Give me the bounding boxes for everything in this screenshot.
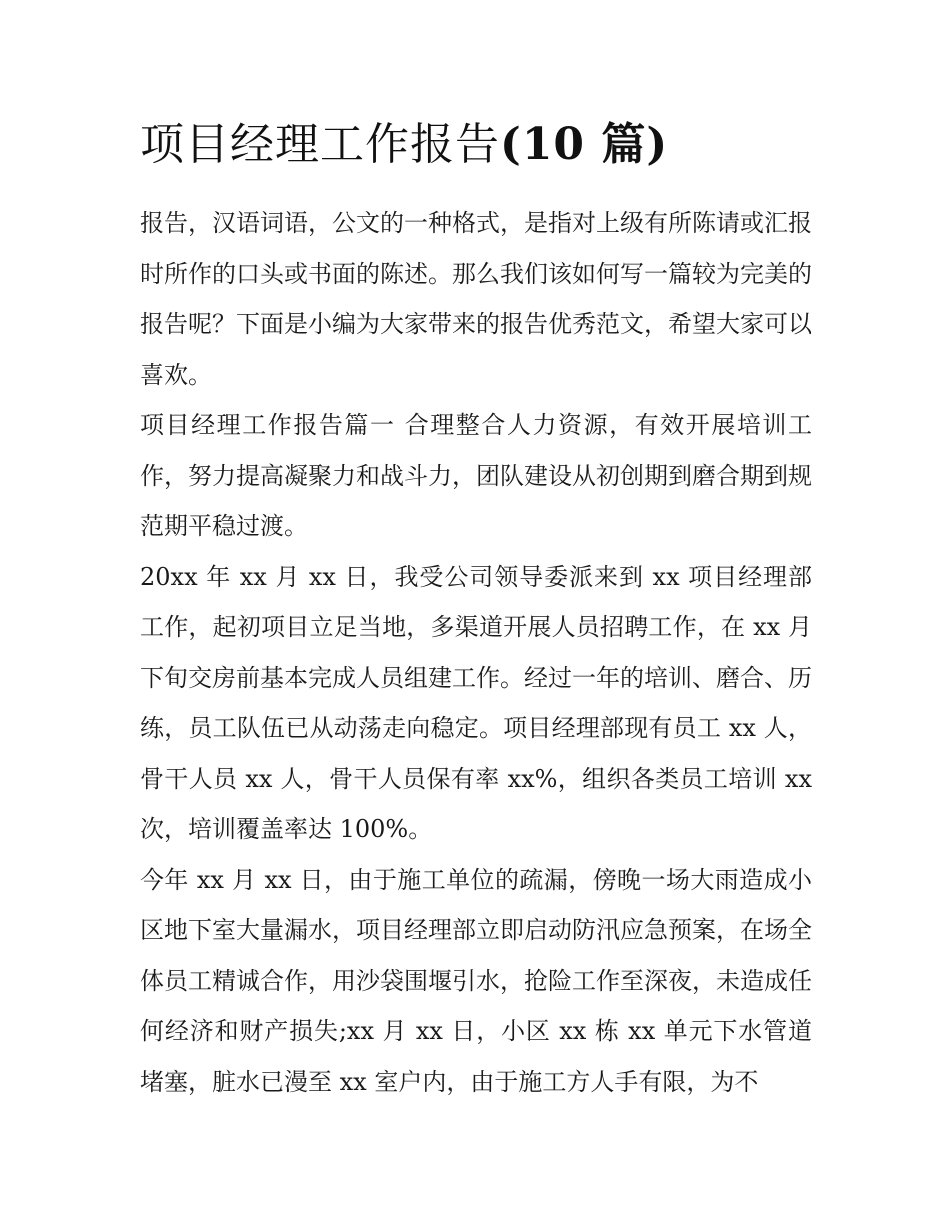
paragraph-section-one: 项目经理工作报告篇一 合理整合人力资源，有效开展培训工作，努力提高凝聚力和战斗力，团队建设从初创期到磨合期到规范期平稳过渡。 [140,411,812,540]
paragraph-emergency: 今年 xx 月 xx 日，由于施工单位的疏漏，傍晚一场大雨造成小区地下室大量漏水，项目经理部立即启动防汛应急预案，在场全体员工精诚合作，用沙袋围堰引水，抢险工作至深夜，未造成任何经济和财产损失;xx 月 xx 日，小区 xx 栋 xx 单元下水管道堵塞，脏水已漫至 xx 室户内，由于施工方人手有限，为不 [140,865,812,1096]
paragraph-intro: 报告，汉语词语，公文的一种格式，是指对上级有所陈请或汇报时所作的口头或书面的陈述。那么我们该如何写一篇较为完美的报告呢？下面是小编为大家带来的报告优秀范文，希望大家可以喜欢。 [140,209,812,389]
paragraph-staffing: 20xx 年 xx 月 xx 日，我受公司领导委派来到 xx 项目经理部工作，起初项目立足当地，多渠道开展人员招聘工作，在 xx 月下旬交房前基本完成人员组建工作。经过一年的培训、磨合、历练，员工队伍已从动荡走向稳定。项目经理部现有员工 xx 人，骨干人员 xx 人，骨干人员保有率 xx%，组织各类员工培训 xx 次，培训覆盖率达 100%。 [140,562,812,843]
document-body [140,198,812,1107]
title-suffix: (10 篇) [500,119,669,170]
page-title [140,114,840,176]
title-main: 项目经理工作报告 [140,119,500,170]
